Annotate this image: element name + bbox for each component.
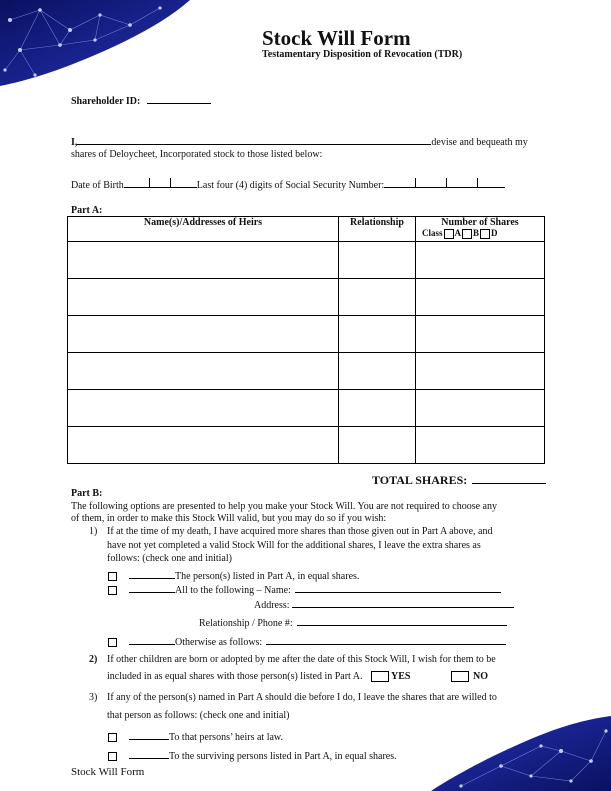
relationship-phone-label: Relationship / Phone #:: [199, 618, 293, 629]
option-3-label: Otherwise as follows:: [175, 637, 263, 648]
option-part-a-equal: [108, 568, 359, 582]
item2-line2: included in as equal shares with those person(s) listed in Part A.: [107, 671, 363, 682]
ssn-label: Last four (4) digits of Social Security Number:: [196, 180, 385, 191]
dob-label: Date of Birth: [71, 180, 124, 191]
total-shares-row: [372, 471, 546, 488]
shares-cell[interactable]: [416, 279, 545, 316]
class-d-label: D: [491, 228, 498, 238]
item3-line1: If any of the person(s) named in Part A should die before I do, I leave the shares that are willed to: [107, 692, 497, 703]
option-otherwise: [108, 634, 506, 648]
shareholder-id-row: [71, 93, 211, 107]
intro-line-1: [71, 134, 528, 148]
devise-text: devise and bequeath my: [431, 137, 528, 148]
heir-name-cell[interactable]: [68, 427, 339, 464]
table-row: [68, 279, 545, 316]
address-row: [254, 597, 514, 611]
page-title: Stock Will Form: [262, 26, 411, 50]
table-row: [68, 427, 545, 464]
option-5-initial[interactable]: [129, 748, 169, 759]
shares-cell[interactable]: [416, 390, 545, 427]
class-b-label: B: [473, 228, 480, 238]
dob-year-field[interactable]: [171, 178, 197, 188]
option-4-label: To that persons’ heirs at law.: [169, 732, 283, 743]
heir-name-cell[interactable]: [68, 390, 339, 427]
ssn-digit-3[interactable]: [447, 178, 478, 188]
part-b-intro-2: of them, in order to make this Stock Will valid, but you may do so if you wish:: [71, 513, 387, 524]
footer-label: Stock Will Form: [71, 766, 145, 778]
item1-line3: follows: (check one and initial): [107, 553, 232, 564]
heir-name-cell[interactable]: [68, 242, 339, 279]
heir-name-cell[interactable]: [68, 316, 339, 353]
col-shares-title: Number of Shares: [441, 217, 519, 228]
network-graphic-bottom-right: [421, 716, 611, 791]
dob-day-field[interactable]: [150, 178, 171, 188]
class-a-checkbox[interactable]: [444, 229, 454, 239]
item2-line1: If other children are born or adopted by me after the date of this Stock Will, I wish for them to be: [107, 654, 496, 665]
option-4-initial[interactable]: [129, 729, 169, 740]
ssn-digit-4[interactable]: [478, 178, 505, 188]
option-2-label: All to the following – Name:: [175, 585, 291, 596]
ssn-digit-2[interactable]: [416, 178, 447, 188]
table-row: [68, 353, 545, 390]
total-shares-field[interactable]: [472, 471, 546, 484]
table-row: [68, 316, 545, 353]
relationship-cell[interactable]: [339, 353, 416, 390]
shares-cell[interactable]: [416, 353, 545, 390]
dob-ssn-row: [71, 178, 505, 191]
shares-cell[interactable]: [416, 242, 545, 279]
item1-number: 1): [89, 526, 98, 537]
ssn-digit-1[interactable]: [384, 178, 416, 188]
no-checkbox[interactable]: [451, 671, 469, 682]
item1-line1: If at the time of my death, I have acquired more shares than those given out in Part A above, and: [107, 526, 493, 537]
part-b-intro-1: The following options are presented to help you make your Stock Will. You are not required to choose any: [71, 501, 497, 512]
option-all-to-following: [108, 582, 501, 596]
table-row: [68, 242, 545, 279]
option-5-label: To the surviving persons listed in Part A, in equal shares.: [169, 751, 397, 762]
shares-cell[interactable]: [416, 427, 545, 464]
page-subtitle: Testamentary Disposition of Revocation (TDR): [262, 49, 463, 60]
option-heirs-at-law: [108, 729, 283, 743]
option-3-checkbox[interactable]: [108, 638, 117, 647]
class-b-checkbox[interactable]: [462, 229, 472, 239]
option-3-field[interactable]: [266, 634, 506, 645]
part-a-label: Part A:: [71, 205, 103, 216]
relationship-phone-row: [199, 615, 507, 629]
total-shares-label: TOTAL SHARES:: [372, 473, 468, 487]
col-relationship-header: Relationship: [339, 217, 416, 242]
relationship-cell[interactable]: [339, 242, 416, 279]
option-2-name-field[interactable]: [295, 582, 501, 593]
option-2-checkbox[interactable]: [108, 586, 117, 595]
yes-checkbox[interactable]: [371, 671, 389, 682]
item1-line2: have not yet completed a valid Stock Will for the additional shares, I leave the extra shares as: [107, 540, 481, 551]
option-5-checkbox[interactable]: [108, 752, 117, 761]
table-row: [68, 390, 545, 427]
class-a-label: A: [454, 228, 462, 238]
i-label: I,: [71, 137, 78, 148]
option-1-checkbox[interactable]: [108, 572, 117, 581]
class-d-checkbox[interactable]: [480, 229, 490, 239]
network-graphic-top-left: [0, 0, 200, 90]
heir-name-cell[interactable]: [68, 279, 339, 316]
item2-number: 2): [89, 654, 98, 665]
item3-line2: that person as follows: (check one and initial): [107, 710, 290, 721]
option-1-initial[interactable]: [129, 568, 175, 579]
relationship-phone-field[interactable]: [297, 615, 507, 626]
table-header-row: [68, 217, 545, 242]
shares-cell[interactable]: [416, 316, 545, 353]
relationship-cell[interactable]: [339, 316, 416, 353]
name-field[interactable]: [77, 134, 431, 145]
col-shares-header: [416, 217, 545, 242]
address-field[interactable]: [292, 597, 514, 608]
no-label: NO: [472, 671, 488, 682]
option-3-initial[interactable]: [129, 634, 175, 645]
shareholder-id-field[interactable]: [147, 93, 211, 104]
item2-line2-row: [107, 671, 488, 682]
heir-name-cell[interactable]: [68, 353, 339, 390]
address-label: Address:: [254, 600, 290, 611]
relationship-cell[interactable]: [339, 427, 416, 464]
option-1-label: The person(s) listed in Part A, in equal shares.: [175, 571, 360, 582]
option-4-checkbox[interactable]: [108, 733, 117, 742]
heirs-table: [67, 216, 545, 464]
part-b-label: Part B:: [71, 488, 103, 499]
dob-month-field[interactable]: [124, 178, 150, 188]
option-surviving-persons: [108, 748, 397, 762]
option-2-initial[interactable]: [129, 582, 175, 593]
yes-label: YES: [391, 671, 411, 682]
col-names-header: Name(s)/Addresses of Heirs: [68, 217, 339, 242]
relationship-cell[interactable]: [339, 390, 416, 427]
class-selector: [416, 228, 544, 239]
shareholder-id-label: Shareholder ID:: [71, 96, 141, 107]
intro-line-2: shares of Deloycheet, Incorporated stock to those listed below:: [71, 149, 323, 160]
relationship-cell[interactable]: [339, 279, 416, 316]
item3-number: 3): [89, 692, 98, 703]
class-label: Class: [422, 228, 443, 238]
